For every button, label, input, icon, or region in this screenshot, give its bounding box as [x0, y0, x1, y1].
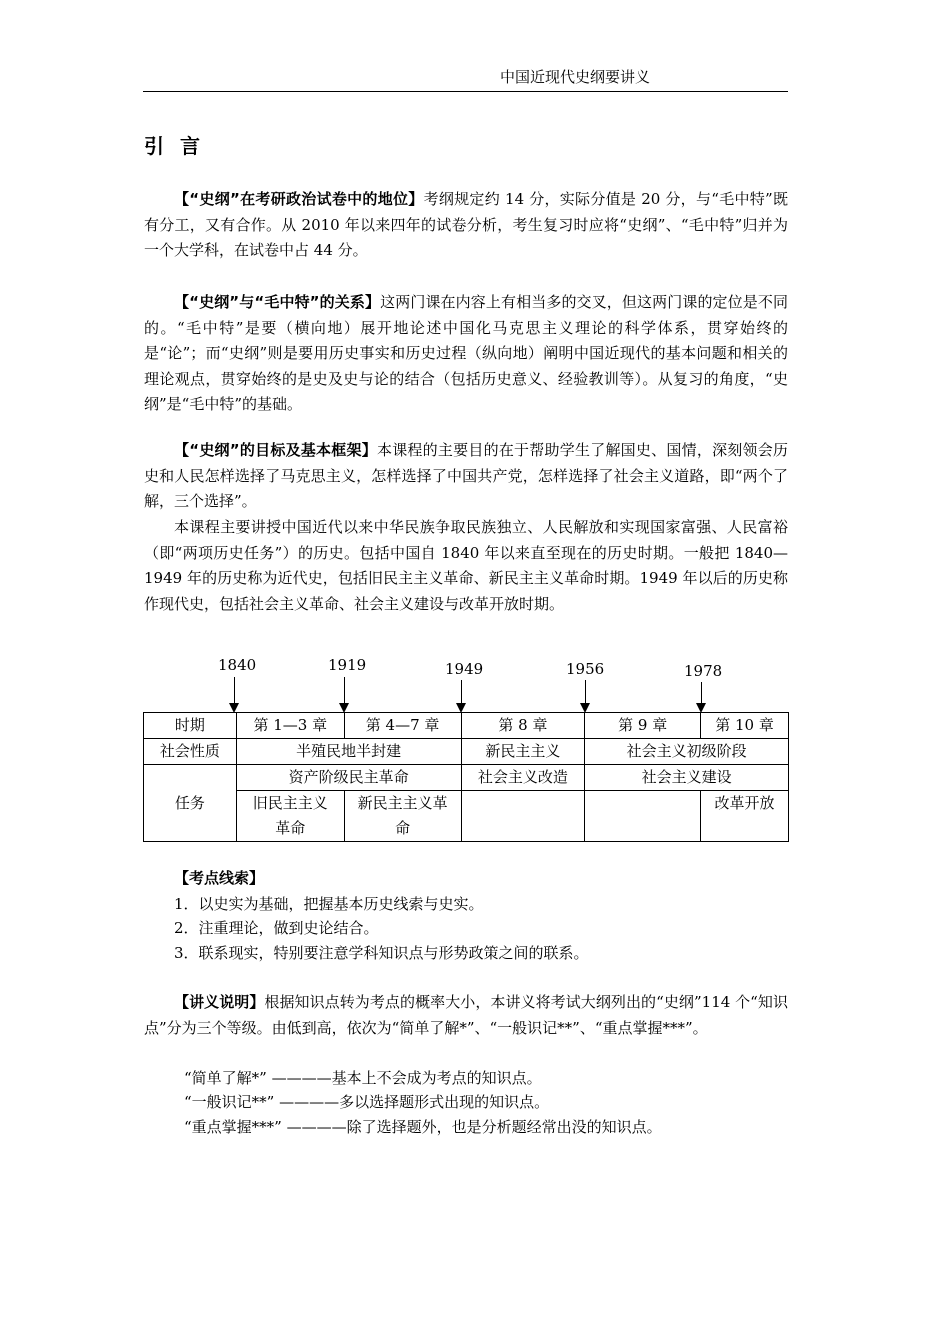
table-row: [144, 791, 789, 842]
table-cell: 社会主义初级阶段: [585, 739, 789, 765]
section-goal-heading: 【“史纲”的目标及基本框架】: [174, 441, 377, 459]
table-cell: 社会主义改造: [461, 765, 585, 791]
timeline-table: [143, 712, 789, 842]
timeline-arrow: [234, 677, 235, 711]
section-position-body: 考纲规定约 14 分，实际分值是 20 分，与“毛中特”既有分工，又有合作。从 2010 年以来四年的试卷分析，考生复习时应将“史纲”、“毛中特”归并为一个大学科，在试卷中占 44 分。: [144, 190, 789, 259]
section-relation-body: 这两门课在内容上有相当多的交叉，但这两门课的定位是不同的。“毛中特”是要（横向地）展开地论述中国化马克思主义理论的科学体系，贯穿始终的是“论”；而“史纲”则是要用历史事实和历史过程（纵向地）阐明中国近现代的基本问题和相关的理论观点，贯穿始终的是史及史与论的结合（包括历史意义、经验教训等）。从复习的角度，“史纲”是“毛中特”的基础。: [144, 293, 788, 413]
table-cell: 半殖民地半封建: [236, 739, 461, 765]
table-cell: 第 10 章: [701, 713, 789, 739]
table-cell: [461, 791, 585, 842]
table-cell: 任务: [144, 765, 237, 842]
timeline-year: 1949: [445, 660, 484, 678]
timeline-year: 1840: [218, 656, 257, 674]
section-goal-body: 本课程的主要目的在于帮助学生了解国史、国情，深刻领会历史和人民怎样选择了马克思主义，怎样选择了中国共产党，怎样选择了社会主义道路，即“两个了解，三个选择”。: [144, 441, 788, 510]
header-rule: [143, 91, 788, 92]
list-item: “简单了解*” ————基本上不会成为考点的知识点。: [184, 1069, 542, 1087]
list-item: “一般识记**” ————多以选择题形式出现的知识点。: [184, 1093, 550, 1111]
table-row: [144, 713, 789, 739]
table-cell: 新民主主义: [461, 739, 585, 765]
section-goal-body2: 本课程主要讲授中国近代以来中华民族争取民族独立、人民解放和实现国家富强、人民富裕（即“两项历史任务”）的历史。包括中国自 1840 年以来直至现在的历史时期。一般把 1840—1949 年的历史称为近代史，包括旧民主主义革命、新民主主义革命时期。1949 年以后的历史称作现代史，包括社会主义革命、社会主义建设与改革开放时期。: [144, 518, 788, 613]
table-cell: 第 8 章: [461, 713, 585, 739]
header-title: 中国近现代史纲要讲义: [500, 68, 651, 86]
timeline-year: 1956: [566, 660, 605, 678]
table-cell: 资产阶级民主革命: [236, 765, 461, 791]
section-relation-heading: 【“史纲”与“毛中特”的关系】: [174, 293, 381, 311]
table-cell: 时期: [144, 713, 237, 739]
section-goal: [144, 438, 788, 515]
chapter-title: 引言: [144, 134, 216, 158]
timeline-year: 1919: [328, 656, 367, 674]
section-position-heading: 【“史纲”在考研政治试卷中的地位】: [174, 190, 424, 208]
timeline-year: 1978: [684, 662, 723, 680]
table-cell: 社会主义建设: [585, 765, 789, 791]
table-cell: [585, 791, 701, 842]
list-item: 3．联系现实，特别要注意学科知识点与形势政策之间的联系。: [174, 944, 589, 962]
table-row: [144, 765, 789, 791]
table-cell: 第 9 章: [585, 713, 701, 739]
section-lecture: [144, 990, 788, 1041]
list-item: “重点掌握***” ————除了选择题外，也是分析题经常出没的知识点。: [184, 1118, 662, 1136]
table-cell: 改革开放: [701, 791, 789, 842]
section-lecture-heading: 【讲义说明】: [174, 993, 265, 1011]
table-cell: 第 4—7 章: [344, 713, 461, 739]
table-cell: 旧民主主义革命: [236, 791, 344, 842]
table-row: [144, 739, 789, 765]
timeline-arrow: [461, 680, 462, 711]
kaodian-heading: 【考点线索】: [174, 869, 265, 887]
section-position: [144, 187, 788, 264]
table-cell: 社会性质: [144, 739, 237, 765]
list-item: 2．注重理论，做到史论结合。: [174, 919, 379, 937]
table-cell: 新民主主义革命: [344, 791, 461, 842]
section-lecture-body: 根据知识点转为考点的概率大小，本讲义将考试大纲列出的“史纲”114 个“知识点”分为三个等级。由低到高，依次为“简单了解*”、“一般识记**”、“重点掌握***”。: [144, 993, 788, 1037]
list-item: 1．以史实为基础，把握基本历史线索与史实。: [174, 895, 484, 913]
timeline-arrow: [585, 680, 586, 711]
timeline-arrow: [701, 682, 702, 711]
timeline-arrow: [344, 677, 345, 711]
section-relation: [144, 290, 788, 418]
table-cell: 第 1—3 章: [236, 713, 344, 739]
